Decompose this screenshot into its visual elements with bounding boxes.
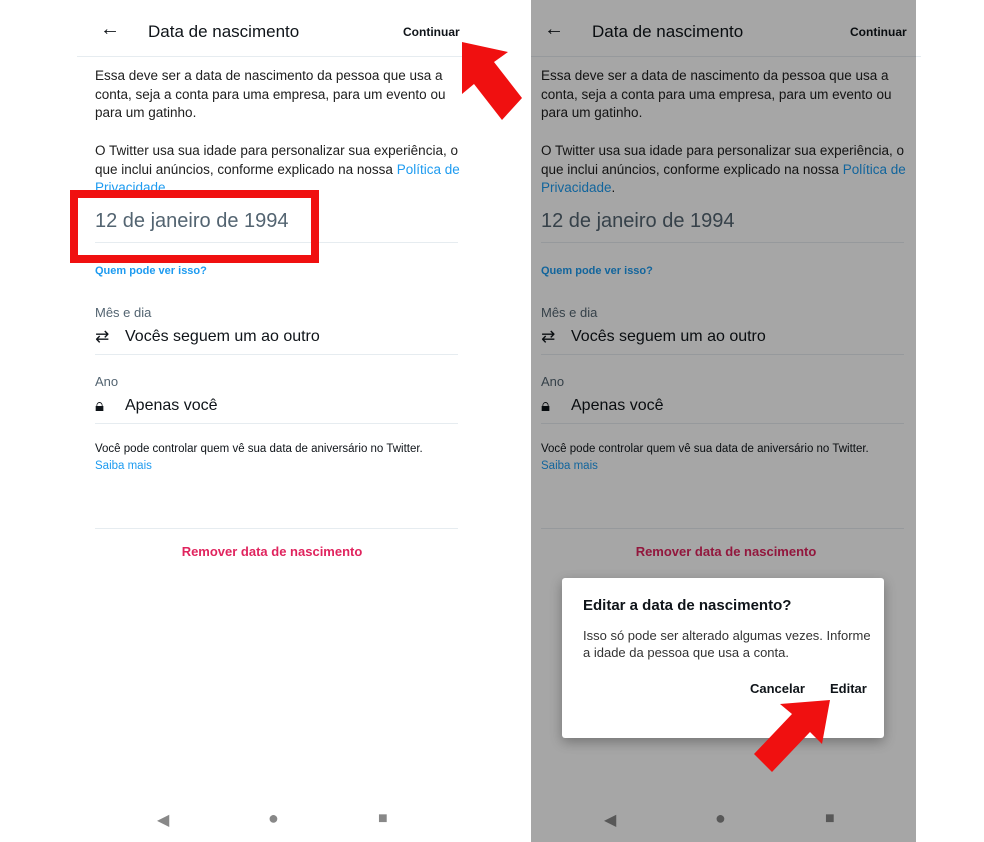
page-title: Data de nascimento — [148, 22, 300, 41]
nav-home-icon[interactable]: ● — [268, 808, 279, 828]
intro-text: Essa deve ser a data de nascimento da pessoa que usa a conta, seja a conta para uma empresa, para um evento ou para um gatinho. — [95, 68, 446, 120]
dialog-message: Isso só pode ser alterado algumas vezes. Informe a idade da pessoa que usa a conta. — [583, 628, 871, 660]
footnote-text: Você pode controlar quem vê sua data de aniversário no Twitter. — [541, 443, 869, 455]
year-visibility[interactable]: Apenas você — [125, 397, 218, 414]
privacy-policy-link[interactable]: Política de Privacidade — [541, 161, 906, 195]
nav-recents-icon[interactable]: ■ — [825, 810, 835, 827]
privacy-policy-link[interactable]: Política de Privacidade — [95, 161, 460, 195]
month-day-visibility[interactable]: Vocês seguem um ao outro — [571, 328, 766, 345]
footnote-text: Você pode controlar quem vê sua data de aniversário no Twitter. — [95, 443, 423, 455]
privacy-text-body: O Twitter usa sua idade para personalizar sua experiência, o que inclui anúncios, conforme explicado na nossa — [95, 143, 458, 177]
month-day-visibility[interactable]: Vocês seguem um ao outro — [125, 328, 320, 345]
arrows-swap-icon: ⇄ — [95, 327, 110, 346]
who-can-see-link[interactable]: Quem pode ver isso? — [95, 265, 207, 277]
continue-button[interactable]: Continuar — [403, 25, 460, 39]
edit-button[interactable]: Editar — [830, 681, 867, 696]
nav-back-icon[interactable]: ◀ — [157, 812, 170, 829]
learn-more-link[interactable]: Saiba mais — [95, 460, 152, 472]
period: . — [611, 180, 616, 195]
back-arrow-icon[interactable]: ← — [100, 18, 120, 40]
continue-button[interactable]: Continuar — [850, 25, 907, 39]
birthdate-field[interactable]: 12 de janeiro de 1994 — [541, 210, 735, 232]
year-label: Ano — [95, 374, 119, 389]
period: . — [165, 180, 170, 195]
remove-birthdate-button[interactable]: Remover data de nascimento — [635, 544, 817, 559]
learn-more-link[interactable]: Saiba mais — [541, 460, 598, 472]
month-day-label: Mês e dia — [95, 305, 152, 320]
arrow-annotation-edit — [754, 700, 830, 772]
cancel-button[interactable]: Cancelar — [750, 681, 805, 696]
nav-recents-icon[interactable]: ■ — [378, 810, 388, 827]
nav-back-icon[interactable]: ◀ — [604, 812, 617, 829]
back-arrow-icon[interactable]: ← — [544, 18, 564, 40]
arrows-swap-icon: ⇄ — [541, 327, 556, 346]
page-title: Data de nascimento — [592, 22, 744, 41]
lock-icon: 🔒︎ — [541, 396, 551, 415]
month-day-label: Mês e dia — [541, 305, 598, 320]
dialog-title: Editar a data de nascimento? — [583, 597, 792, 614]
year-label: Ano — [541, 374, 565, 389]
year-visibility[interactable]: Apenas você — [571, 397, 664, 414]
privacy-text-body: O Twitter usa sua idade para personalizar sua experiência, o que inclui anúncios, conforme explicado na nossa — [541, 143, 904, 177]
birthdate-field[interactable]: 12 de janeiro de 1994 — [95, 210, 289, 232]
intro-text: Essa deve ser a data de nascimento da pessoa que usa a conta, seja a conta para uma empresa, para um evento ou para um gatinho. — [541, 68, 892, 120]
lock-icon: 🔒︎ — [95, 396, 105, 415]
remove-birthdate-button[interactable]: Remover data de nascimento — [181, 544, 363, 559]
who-can-see-link[interactable]: Quem pode ver isso? — [541, 265, 653, 277]
arrow-annotation-continue — [462, 42, 522, 120]
nav-home-icon[interactable]: ● — [715, 808, 726, 828]
